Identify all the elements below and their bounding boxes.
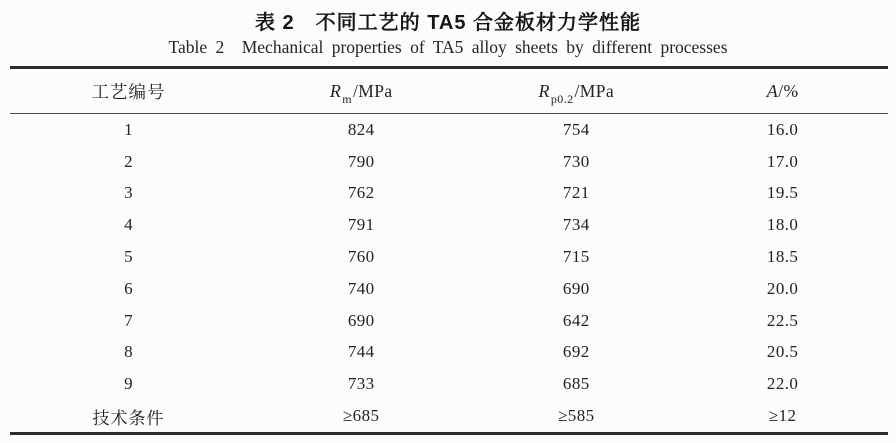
cell-rm: 762 <box>347 183 375 203</box>
header-elongation-unit: /% <box>778 80 799 101</box>
cell-rp02: 734 <box>562 215 590 235</box>
cell-elongation: 17.0 <box>766 151 799 171</box>
cell-process-id: 技术条件 <box>92 408 165 428</box>
cell-rm: ≥685 <box>342 406 380 426</box>
table-row <box>10 146 888 178</box>
cell-elongation: 18.5 <box>766 247 799 267</box>
header-elongation <box>677 69 888 113</box>
cell-process-id: 2 <box>124 151 133 171</box>
cell-rp02: 685 <box>562 374 590 394</box>
cell-elongation: 19.5 <box>766 183 799 203</box>
table-row <box>10 273 888 305</box>
cell-elongation: 20.5 <box>766 342 799 362</box>
cell-process-id: 1 <box>124 119 133 139</box>
cell-rp02: ≥585 <box>558 406 595 426</box>
cell-rp02: 730 <box>562 151 590 171</box>
cell-elongation: 18.0 <box>766 215 799 235</box>
header-process-id: 工艺编号 <box>91 81 166 102</box>
cell-rm: 740 <box>347 278 375 298</box>
cell-rp02: 754 <box>562 119 590 139</box>
header-rm-subscript: m <box>342 92 352 106</box>
header-rm-symbol: R <box>329 80 342 101</box>
cell-process-id: 3 <box>124 183 133 203</box>
cell-rm: 744 <box>347 342 375 362</box>
cell-process-id: 5 <box>124 247 133 267</box>
header-rp02 <box>475 69 677 113</box>
cell-process-id: 6 <box>124 278 133 298</box>
table-header-row <box>10 69 888 114</box>
cell-rp02: 715 <box>562 247 590 267</box>
cell-process-id: 9 <box>124 374 133 394</box>
header-rm-unit: /MPa <box>352 80 393 101</box>
table-row <box>10 114 888 146</box>
table-row <box>10 241 888 273</box>
header-rp02-unit: /MPa <box>574 80 615 101</box>
cell-rp02: 690 <box>562 278 590 298</box>
table-row <box>10 178 888 210</box>
cell-elongation: 22.0 <box>766 374 799 394</box>
header-rp02-symbol: R <box>538 80 550 101</box>
table-row <box>10 337 888 369</box>
cell-process-id: 7 <box>124 310 133 330</box>
cell-rp02: 642 <box>562 310 590 330</box>
header-elongation-symbol: A <box>766 80 779 101</box>
cell-elongation: 22.5 <box>766 310 799 330</box>
table-row <box>10 368 888 400</box>
data-table <box>10 66 888 435</box>
cell-rp02: 721 <box>562 183 590 203</box>
table-row <box>10 209 888 241</box>
header-rm <box>247 69 475 113</box>
cell-rm: 690 <box>347 310 375 330</box>
cell-rm: 824 <box>347 119 375 139</box>
cell-rm: 733 <box>347 374 375 394</box>
cell-elongation: 16.0 <box>766 119 799 139</box>
cell-rm: 791 <box>347 215 375 235</box>
cell-elongation: ≥12 <box>768 406 797 426</box>
cell-rm: 790 <box>347 151 375 171</box>
cell-elongation: 20.0 <box>766 278 799 298</box>
cell-process-id: 8 <box>124 342 133 362</box>
table-row-technical-requirements <box>10 400 888 432</box>
cell-process-id: 4 <box>124 215 133 235</box>
table-caption-en: Table 2 Mechanical properties of TA5 alloy sheets by different processes <box>168 37 728 57</box>
table-caption-zh: 表 2 不同工艺的 TA5 合金板材力学性能 <box>254 12 642 34</box>
table-row <box>10 305 888 337</box>
cell-rp02: 692 <box>562 342 590 362</box>
cell-rm: 760 <box>347 247 375 267</box>
header-rp02-subscript: p0.2 <box>550 92 574 106</box>
